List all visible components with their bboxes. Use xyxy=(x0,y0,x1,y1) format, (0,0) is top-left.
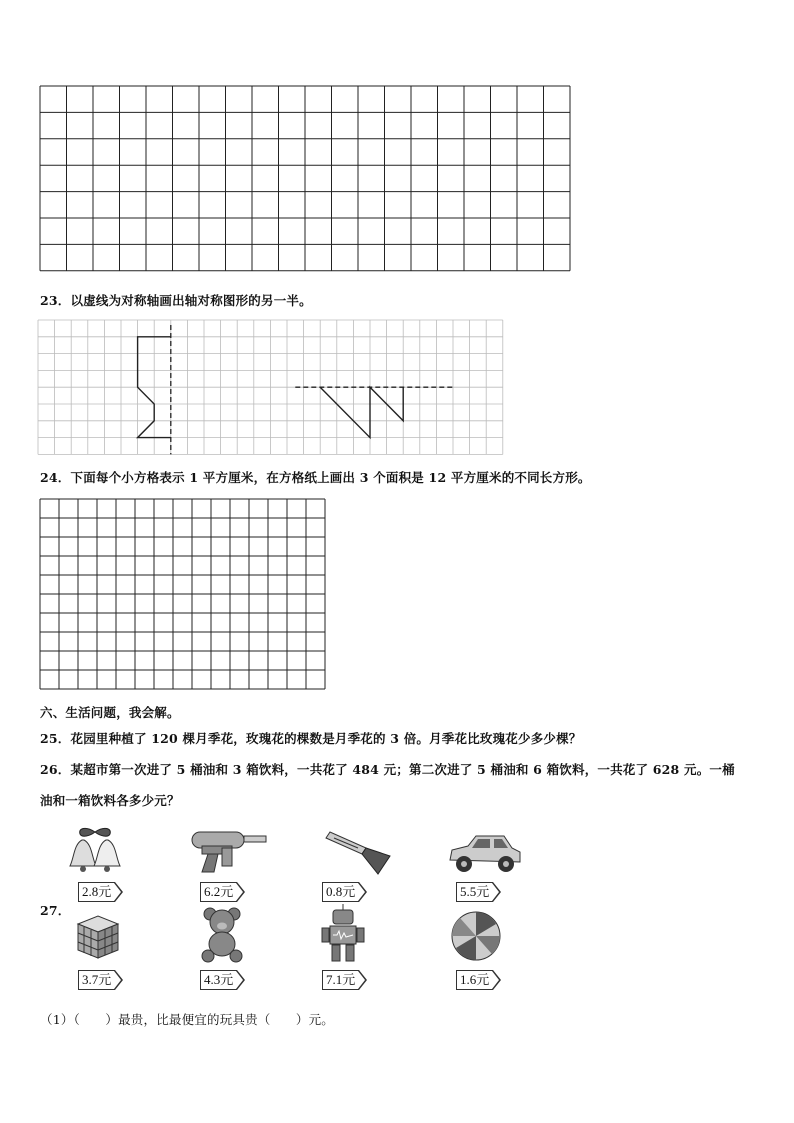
area-grid xyxy=(40,499,328,691)
price-tag-rubiks-cube: 3.7元 xyxy=(78,970,115,990)
price-tag-robot: 7.1元 xyxy=(322,970,359,990)
water-gun-icon xyxy=(188,828,270,874)
robot-icon xyxy=(320,904,366,964)
car-icon xyxy=(444,830,524,876)
rubiks-cube-icon xyxy=(74,912,122,962)
price-tag-teddy-bear: 4.3元 xyxy=(200,970,237,990)
bells-icon xyxy=(66,822,124,874)
price-tag-water-gun: 6.2元 xyxy=(200,882,237,902)
ball-icon xyxy=(450,910,502,962)
question-27-sub1: （1）（ ）最贵，比最便宜的玩具贵（ ）元。 xyxy=(40,1012,335,1027)
price-tag-trumpet: 0.8元 xyxy=(322,882,359,902)
question-24: 24．下面每个小方格表示 1 平方厘米，在方格纸上画出 3 个面积是 12 平方厘米的不同长方形。 xyxy=(40,470,591,485)
teddy-bear-icon xyxy=(198,906,246,962)
question-25: 25．花园里种植了 120 棵月季花，玫瑰花的棵数是月季花的 3 倍。月季花比玫瑰花少多少棵？ xyxy=(40,731,582,746)
question-26-line2: 油和一箱饮料各多少元？ xyxy=(40,793,180,808)
price-tag-car: 5.5元 xyxy=(456,882,493,902)
question-23: 23．以虚线为对称轴画出轴对称图形的另一半。 xyxy=(40,293,312,308)
symmetry-grid xyxy=(38,320,504,456)
question-27-number: 27． xyxy=(40,903,71,918)
section-6-heading: 六、生活问题，我会解。 xyxy=(40,705,180,720)
question-26-line1: 26．某超市第一次进了 5 桶油和 3 箱饮料，一共花了 484 元；第二次进了 5 桶油和 6 箱饮料，一共花了 628 元。一桶 xyxy=(40,762,735,777)
price-tag-bells: 2.8元 xyxy=(78,882,115,902)
trumpet-icon xyxy=(322,830,392,876)
half-shape-right xyxy=(320,387,403,437)
price-tag-ball: 1.6元 xyxy=(456,970,493,990)
top-answer-grid xyxy=(40,86,572,274)
